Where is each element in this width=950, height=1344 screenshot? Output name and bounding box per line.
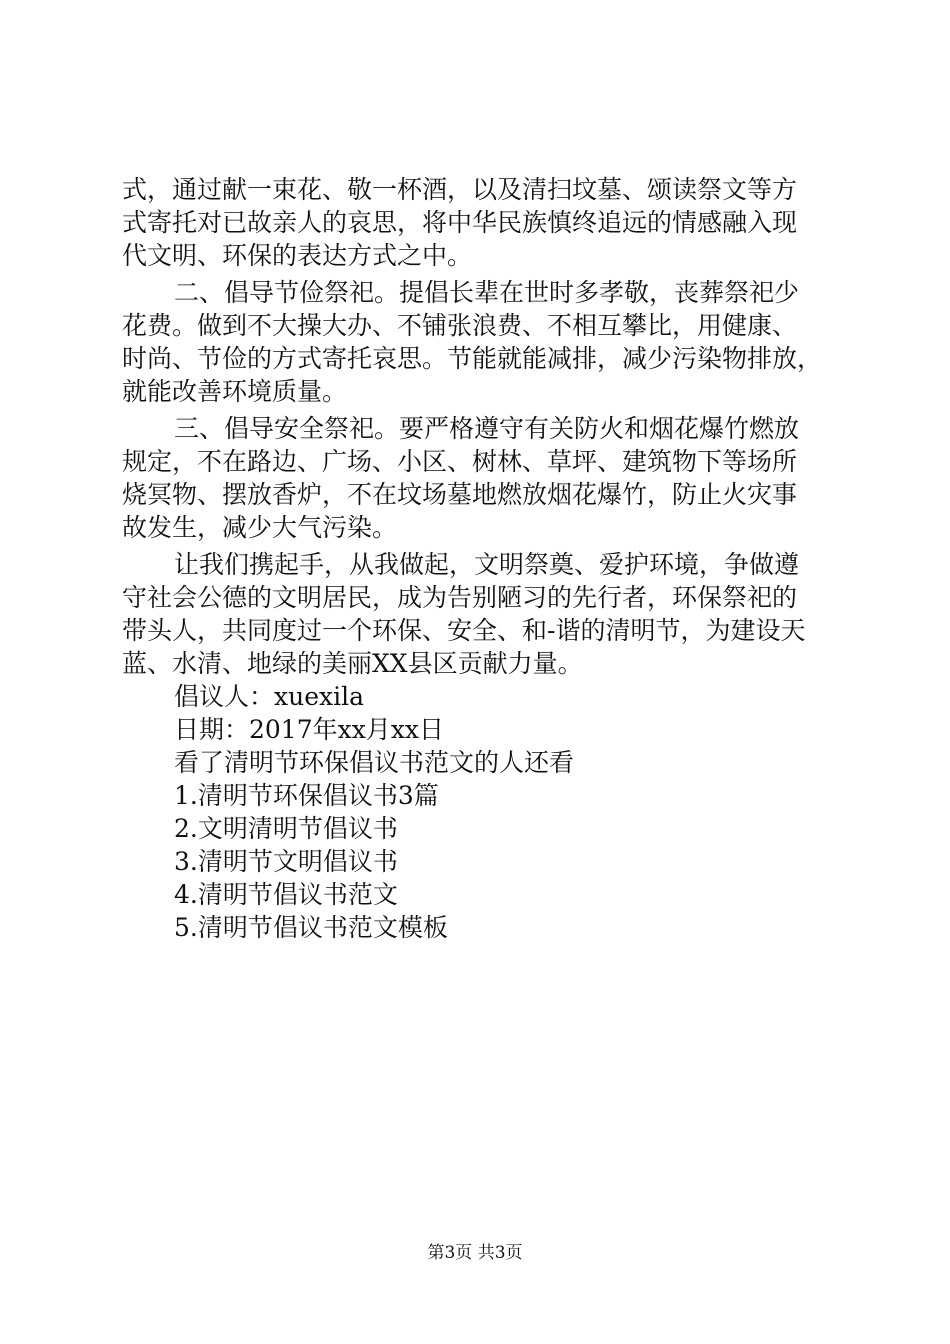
paragraph-line: 守社会公德的文明居民，成为告别陋习的先行者，环保祭祀的 xyxy=(122,583,798,612)
paragraph-line: 二、倡导节俭祭祀。提倡长辈在世时多孝敬，丧葬祭祀少 xyxy=(174,278,800,307)
paragraph-line: 烧冥物、摆放香炉，不在坟场墓地燃放烟花爆竹，防止火灾事 xyxy=(122,480,798,509)
paragraph-line: 故发生，减少大气污染。 xyxy=(122,513,398,542)
paragraph-line: 带头人，共同度过一个环保、安全、和-谐的清明节，为建设天 xyxy=(122,616,806,645)
paragraph-line: 规定，不在路边、广场、小区、树林、草坪、建筑物下等场所 xyxy=(122,447,798,476)
paragraph-line: 式寄托对已故亲人的哀思，将中华民族慎终追远的情感融入现 xyxy=(122,208,798,237)
initiator-line: 倡议人：xuexila xyxy=(174,682,364,711)
paragraph-line: 式，通过献一束花、敬一杯酒，以及清扫坟墓、颂读祭文等方 xyxy=(122,175,798,204)
related-link[interactable]: 4.清明节倡议书范文 xyxy=(174,880,398,909)
paragraph-line: 三、倡导安全祭祀。要严格遵守有关防火和烟花爆竹燃放 xyxy=(174,414,800,443)
paragraph-line: 代文明、环保的表达方式之中。 xyxy=(122,241,473,270)
related-link[interactable]: 5.清明节倡议书范文模板 xyxy=(174,913,448,942)
related-link[interactable]: 3.清明节文明倡议书 xyxy=(174,847,398,876)
paragraph-line: 花费。做到不大操大办、不铺张浪费、不相互攀比，用健康、 xyxy=(122,311,798,340)
paragraph-line: 就能改善环境质量。 xyxy=(122,377,348,406)
related-link[interactable]: 1.清明节环保倡议书3篇 xyxy=(174,781,439,810)
related-link[interactable]: 2.文明清明节倡议书 xyxy=(174,814,398,843)
related-heading: 看了清明节环保倡议书范文的人还看 xyxy=(174,748,575,777)
paragraph-line: 让我们携起手，从我做起，文明祭奠、爱护环境，争做遵 xyxy=(174,550,800,579)
date-line: 日期：2017年xx月xx日 xyxy=(174,715,445,744)
paragraph-line: 时尚、节俭的方式寄托哀思。节能就能减排，减少污染物排放， xyxy=(122,344,823,373)
paragraph-line: 蓝、水清、地绿的美丽XX县区贡献力量。 xyxy=(122,649,583,678)
page-number-footer: 第3页 共3页 xyxy=(427,1243,523,1263)
